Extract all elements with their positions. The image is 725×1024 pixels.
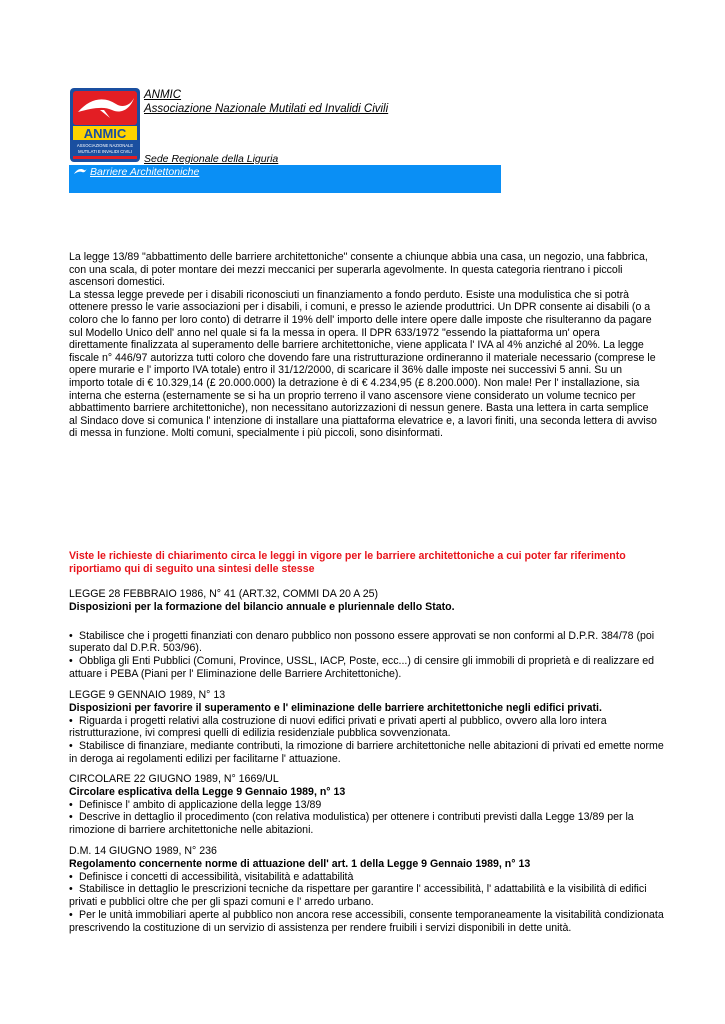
intro-paragraph-2: La stessa legge prevede per i disabili riconosciuti un finanziamento a fondo perduto. Esiste una modulistica che si potrà ottenere presso le varie associazioni per i disabili, i comuni, e presso le aziende produttrici. Un DPR consente ai disabili (o a coloro che lo fanno per loro conto) di detrarre il 19% dell' importo delle intere opere dalle imposte che risulteranno da pagare sul Modello Unico dell' anno nel quale si fa la messa in opera. Il DPR 633/1972 "essendo la piattaforma un' opera direttamente finalizzata al superamento delle barriere architettoniche, viene applicata l' IVA al 4% anziché al 20%. La legge fiscale n° 446/97 autorizza tutti coloro che dovendo fare una ristrutturazione ordineranno il materiale necessario (comprese le opere murarie e l' importo IVA totale) entro il 31/12/2000, di scaricare il 36% dalle imposte nei successivi 5 anni. Su un importo totale di € 10.329,14 (£ 20.000.000) la detrazione è di € 4.234,95 (£ 8.200.000). Non male! Per l' installazione, sia interna che esterna (esternamente se si ha un proprio terreno il vano ascensore viene considerato un volume tecnico per abbattimento barriere architettoniche), non necessitano autorizzazioni di nessun genere. Basta una lettera in carta semplice al Sindaco dove si comunica l' intenzione di installare una piattaforma elevatrice e, a lavori finiti, una seconda lettera di avviso di messa in funzione. Molti comuni, specialmente i più piccoli, sono disinformati.: [69, 288, 657, 440]
bullet-icon: •: [69, 740, 73, 753]
law-subtitle: Disposizioni per la formazione del bilancio annuale e pluriennale dello Stato.: [69, 600, 455, 613]
anmic-logo-graphic: [70, 88, 140, 162]
nav-bar: [69, 165, 501, 193]
logo-subtitle-1: ASSOCIAZIONE NAZIONALE: [76, 143, 134, 148]
law-subtitle: Circolare esplicativa della Legge 9 Gennaio 1989, n° 13: [69, 785, 346, 798]
list-item: • Definisce i concetti di accessibilità, visitabilità e adattabilità: [69, 870, 354, 883]
laws-intro-note: Viste le richieste di chiarimento circa le leggi in vigore per le barriere architettoniche a cui poter far riferimento riportiamo qui di seguito una sintesi delle stesse: [69, 550, 626, 575]
law-title: CIRCOLARE 22 GIUGNO 1989, N° 1669/UL: [69, 773, 279, 785]
bullet-icon: •: [69, 883, 73, 896]
list-item: • Obbliga gli Enti Pubblici (Comuni, Province, USSL, IACP, Poste, ecc...) di censire gli immobili di proprietà e di realizzare ed attuare i PEBA (Piani per l' Eliminazione delle Barriere Architettoniche).: [69, 655, 655, 680]
org-short-link[interactable]: ANMIC: [144, 89, 182, 101]
barriere-architettoniche-link[interactable]: [73, 166, 199, 178]
list-item: • Per le unità immobiliari aperte al pubblico non ancora rese accessibili, consente temporaneamente la visitabilità condizionata prescrivendo la costituzione di un servizio di assistenza per rendere fruibili i servizi disponibili in dette unità.: [69, 908, 664, 934]
bullet-icon: •: [69, 798, 73, 811]
list-item: • Stabilisce di finanziare, mediante contributi, la rimozione di barriere architettoniche nelle abitazioni di privati ed emette norme in deroga ai regolamenti edilizi per facilitarne l' attuazione.: [69, 740, 664, 765]
law-subtitle: Regolamento concernente norme di attuazione dell' art. 1 della Legge 9 Gennaio 1989, n° 13: [69, 857, 531, 870]
list-item: • Riguarda i progetti relativi alla costruzione di nuovi edifici privati e privati aperti al pubblico, ovvero alla loro intera ristrutturazione, ivi compresi quelli di edilizia residenziale pubblica sovvenzionata.: [69, 714, 607, 740]
list-item: • Descrive in dettaglio il procedimento (con relativa modulistica) per ottenere i contributi previsti dalla Legge 13/89 per la rimozione di barriere architettoniche nelle abitazioni.: [69, 811, 634, 837]
org-heading: [144, 88, 388, 116]
anmic-logo[interactable]: [70, 88, 140, 162]
intro-text: [69, 251, 657, 440]
list-item: • Stabilisce che i progetti finanziati con denaro pubblico non possono essere approvati se non conformi al D.P.R. 384/78 (poi superato dal D.P.R. 503/96).: [69, 629, 655, 655]
law-section-3: [69, 773, 669, 837]
law-title: LEGGE 28 FEBBRAIO 1986, N° 41 (ART.32, COMMI DA 20 A 25): [69, 588, 379, 600]
logo-subtitle-2: MUTILATI E INVALIDI CIVILI: [78, 149, 132, 154]
law-title: D.M. 14 GIUGNO 1989, N° 236: [69, 845, 217, 857]
org-full-link[interactable]: Associazione Nazionale Mutilati ed Invalidi Civili: [144, 103, 389, 115]
bullet-icon: •: [69, 908, 73, 921]
law-subtitle: Disposizioni per favorire il superamento e l' eliminazione delle barriere architettoniche negli edifici privati.: [69, 701, 602, 714]
intro-paragraph-1: La legge 13/89 "abbattimento delle barriere architettoniche" consente a chiunque abbia una casa, un negozio, una fabbrica, con una scala, di poter montare dei mezzi meccanici per superarla agevolmente. In questa categoria rientrano i piccoli ascensori domestici.: [69, 251, 648, 289]
law-section-1: [69, 588, 669, 681]
logo-brand: ANMIC: [83, 126, 127, 141]
law-title: LEGGE 9 GENNAIO 1989, N° 13: [69, 689, 226, 701]
list-item: • Definisce l' ambito di applicazione della legge 13/89: [69, 798, 322, 811]
law-section-4: [69, 845, 669, 935]
bullet-icon: •: [69, 870, 73, 883]
bullet-icon: •: [69, 655, 73, 668]
bullet-icon: •: [69, 811, 73, 824]
law-section-2: [69, 689, 669, 766]
nav-link-label: Barriere Architettoniche: [90, 166, 200, 178]
bird-icon: [73, 167, 87, 177]
region-link[interactable]: Sede Regionale della Liguria: [144, 153, 279, 165]
bullet-icon: •: [69, 714, 73, 727]
bullet-icon: •: [69, 629, 73, 642]
list-item: • Stabilisce in dettaglio le prescrizioni tecniche da rispettare per garantire l' accessibilità, l' adattabilità e la visibilità di edifici privati e pubblici oltre che per gli spazi comuni e l' arredo urbano.: [69, 883, 647, 909]
